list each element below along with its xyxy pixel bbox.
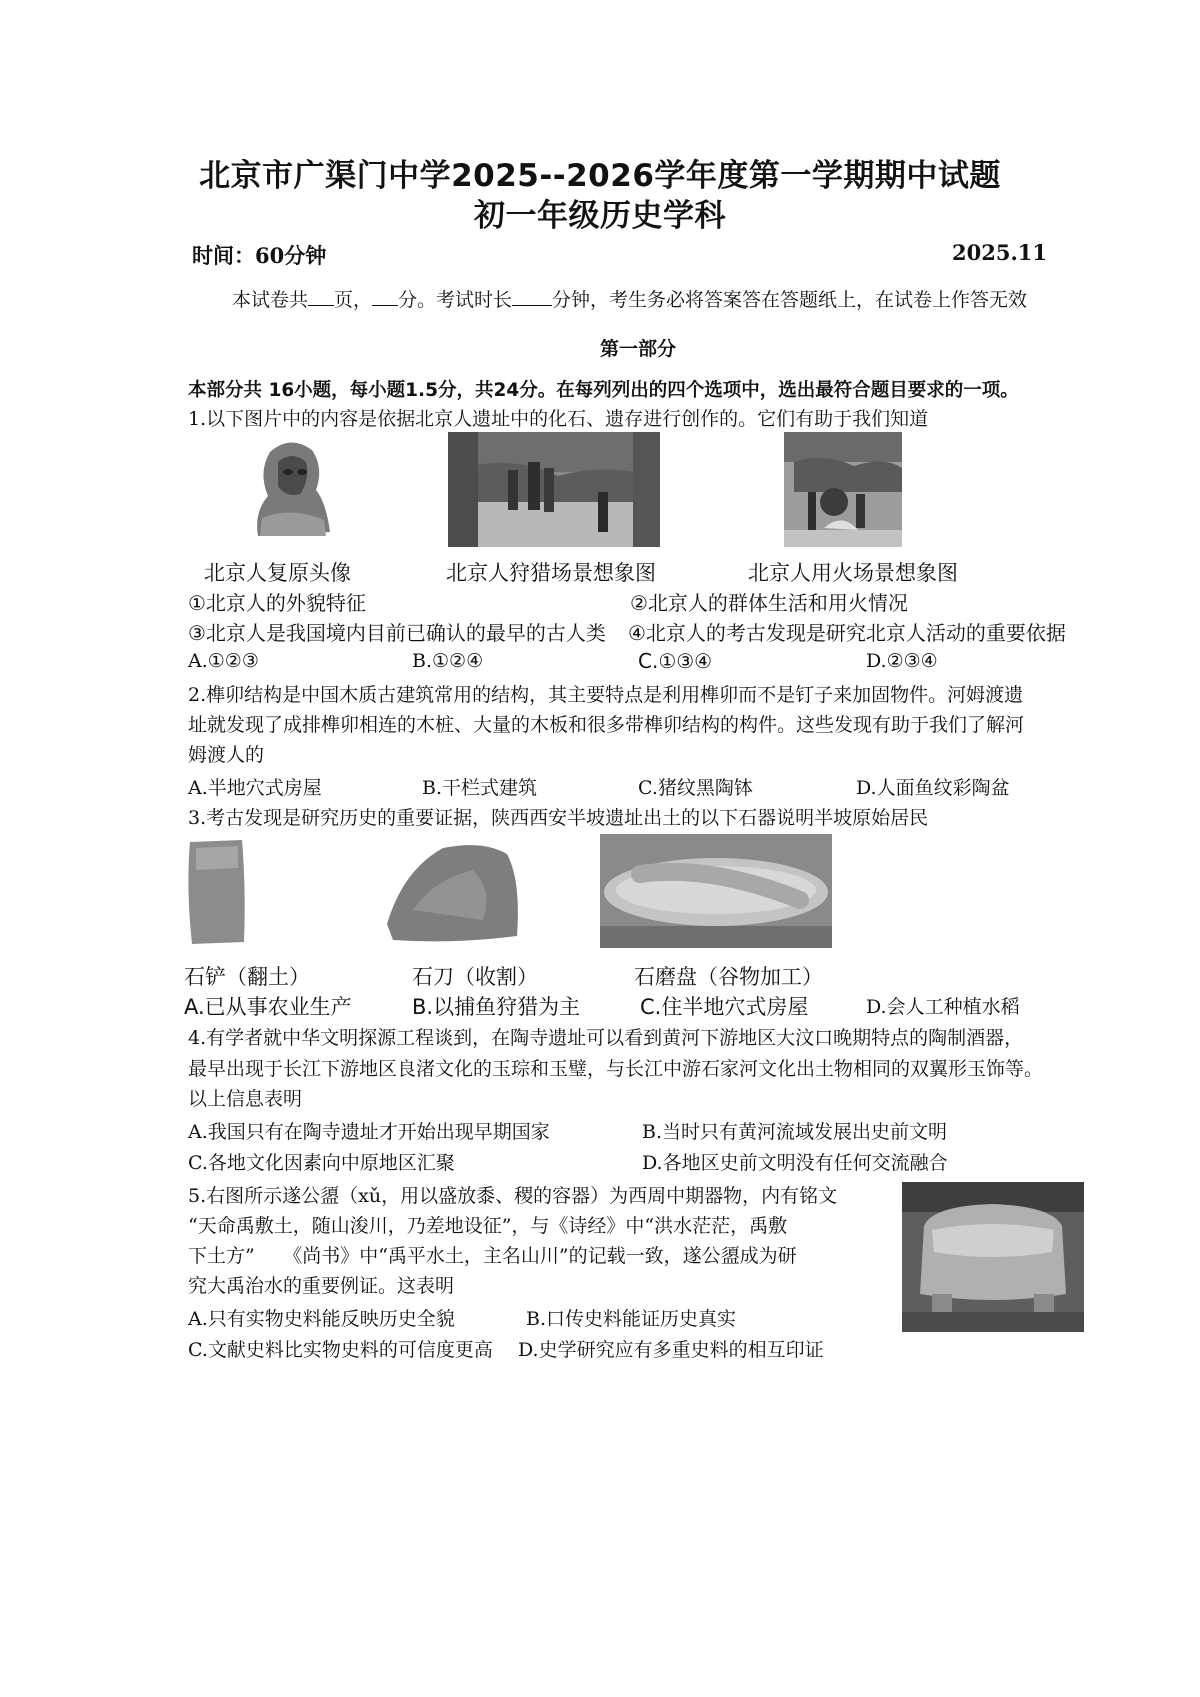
q2-stem-line: 2.榫卯结构是中国木质古建筑常用的结构，其主要特点是利用榫卯而不是钉子来加固物件。河姆渡遗 [188, 684, 1024, 706]
exam-time: 时间：60分钟 [192, 243, 327, 268]
q3-image-millstone [600, 834, 832, 948]
q1-image-hunting [448, 432, 660, 547]
q1-option-b: B.①②④ [412, 650, 484, 672]
q2-option-b: B.干栏式建筑 [422, 777, 538, 799]
q3-option-c: C.住半地穴式房屋 [640, 995, 809, 1019]
note-part: 页， [334, 289, 373, 311]
note-part: 分。考试时长 [398, 289, 513, 311]
q1-statement: ③北京人是我国境内目前已确认的最早的古人类 [188, 621, 606, 645]
q2-option-d: D.人面鱼纹彩陶盆 [856, 777, 1010, 799]
part-instruction: 本部分共 16小题，每小题1.5分，共24分。在每列列出的四个选项中，选出最符合题目要求的一项。 [188, 380, 1019, 401]
q4-option-c: C.各地文化因素向中原地区汇聚 [188, 1152, 455, 1174]
q1-stem: 1.以下图片中的内容是依据北京人遗址中的化石、遗存进行创作的。它们有助于我们知道 [188, 408, 929, 430]
q2-option-a: A.半地穴式房屋 [188, 777, 322, 799]
q1-statement: ④北京人的考古发现是研究北京人活动的重要依据 [628, 621, 1066, 645]
q2-option-c: C.猪纹黑陶钵 [638, 777, 753, 799]
q4-option-d: D.各地区史前文明没有任何交流融合 [642, 1152, 948, 1174]
q1-statement: ①北京人的外貌特征 [188, 591, 366, 615]
part-heading: 第一部分 [600, 338, 677, 360]
blank-minutes [512, 287, 552, 306]
q3-caption: 石磨盘（谷物加工） [634, 965, 823, 989]
q2-stem-line: 址就发现了成排榫卯相连的木桩、大量的木板和很多带榫卯结构的构件。这些发现有助于我们了解河 [188, 714, 1025, 736]
q5-option-d: D.史学研究应有多重史料的相互印证 [518, 1339, 824, 1361]
q1-option-d: D.②③④ [866, 650, 938, 672]
q1-caption: 北京人用火场景想象图 [748, 561, 958, 585]
q1-caption: 北京人狩猎场景想象图 [446, 561, 656, 585]
q3-caption: 石铲（翻土） [184, 965, 310, 989]
q3-option-d: D.会人工种植水稻 [866, 996, 1020, 1018]
q2-stem-line: 姆渡人的 [188, 744, 265, 766]
q5-image-suigongxu [902, 1182, 1084, 1332]
q1-statement: ②北京人的群体生活和用火情况 [630, 591, 908, 615]
q3-stem: 3.考古发现是研究历史的重要证据，陕西西安半坡遗址出土的以下石器说明半坡原始居民 [188, 807, 929, 829]
q3-option-b: B.以捕鱼狩猎为主 [412, 995, 581, 1019]
q1-option-a: A.①②③ [188, 650, 259, 672]
q3-image-shovel [184, 838, 250, 946]
exam-title: 北京市广渠门中学2025--2026学年度第一学期期中试题 [199, 158, 1001, 194]
q5-stem-line: 5.右图所示遂公盨（xǔ，用以盛放黍、稷的容器）为西周中期器物，内有铭文 [188, 1185, 838, 1207]
exam-note [232, 285, 1027, 312]
q1-option-c: C.①③④ [638, 649, 713, 673]
blank-pages [308, 287, 334, 306]
note-part: 本试卷共 [232, 289, 309, 311]
q5-option-b: B.口传史料能证历史真实 [526, 1308, 737, 1330]
q4-option-a: A.我国只有在陶寺遗址才开始出现早期国家 [188, 1121, 550, 1143]
q5-stem-line: 下土方” 《尚书》中“禹平水土，主名山川”的记载一致，遂公盨成为研 [188, 1245, 797, 1267]
q4-stem-line: 最早出现于长江下游地区良渚文化的玉琮和玉璧，与长江中游石家河文化出土物相同的双翼形玉饰等。 [188, 1058, 1044, 1080]
q5-stem-line: “天命禹敷土，随山浚川，乃差地设征”，与《诗经》中“洪水茫茫，禹敷 [188, 1215, 788, 1237]
exam-subtitle: 初一年级历史学科 [474, 198, 726, 234]
exam-date: 2025.11 [952, 240, 1047, 265]
q4-option-b: B.当时只有黄河流域发展出史前文明 [642, 1121, 948, 1143]
blank-score [372, 287, 398, 306]
q5-option-a: A.只有实物史料能反映历史全貌 [188, 1308, 455, 1330]
q3-option-a: A.已从事农业生产 [184, 995, 352, 1019]
q5-option-c: C.文献史料比实物史料的可信度更高 [188, 1339, 493, 1361]
q4-stem-line: 以上信息表明 [188, 1088, 303, 1110]
q1-image-fire [784, 432, 902, 547]
note-part: 分钟，考生务必将答案答在答题纸上，在试卷上作答无效 [552, 289, 1028, 311]
q5-stem-line: 究大禹治水的重要例证。这表明 [188, 1275, 455, 1297]
q3-caption: 石刀（收割） [412, 965, 538, 989]
q3-image-knife [383, 840, 521, 948]
q1-image-head [240, 432, 340, 544]
q4-stem-line: 4.有学者就中华文明探源工程谈到，在陶寺遗址可以看到黄河下游地区大汶口晚期特点的陶制酒器， [188, 1027, 1024, 1049]
q1-caption: 北京人复原头像 [204, 561, 351, 585]
